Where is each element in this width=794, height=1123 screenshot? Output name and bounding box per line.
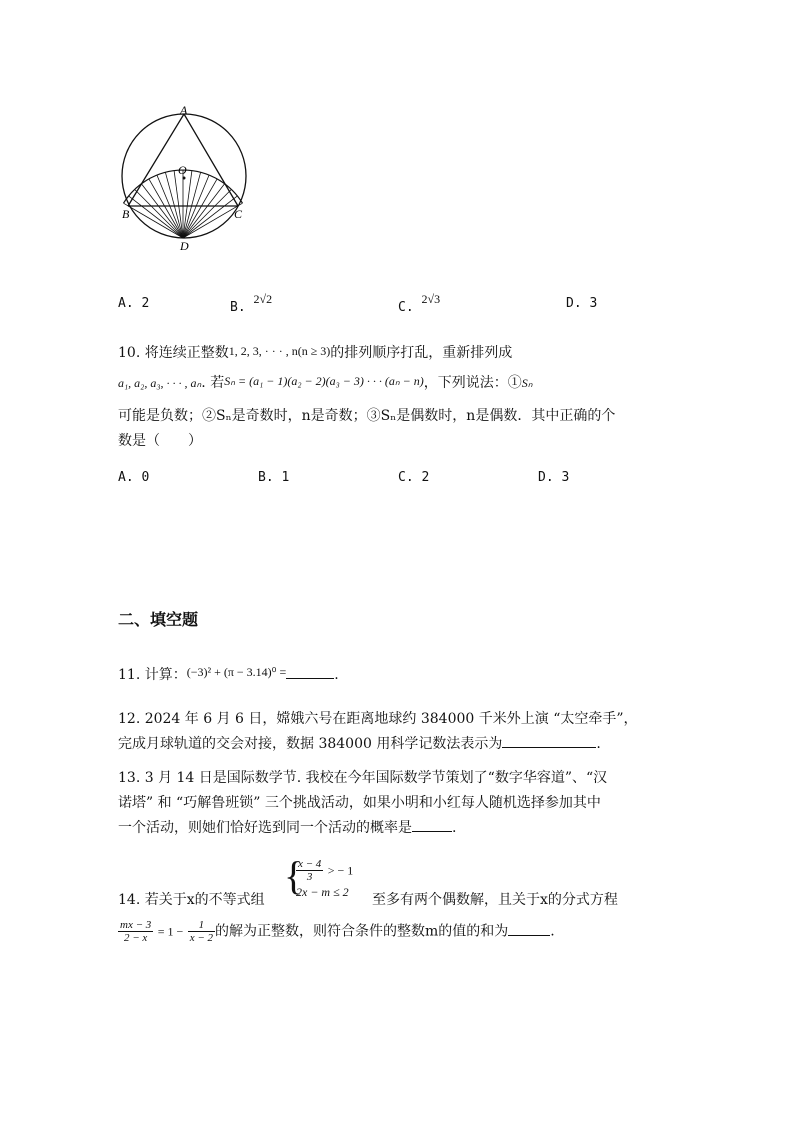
- q14-brace: {: [284, 853, 304, 898]
- q14-system: [296, 858, 353, 900]
- q14-eq-fraction-2: [188, 919, 215, 944]
- q14-mid: 至多有两个偶数解，且关于x的分式方程: [372, 892, 618, 908]
- q10-sn: Sₙ: [521, 376, 533, 390]
- q14-system-den: 3: [306, 871, 313, 883]
- q10-line1-tail: 的排列顺序打乱，重新排列成: [330, 345, 513, 361]
- q10-sequence: 1, 2, 3, · · · , n(n ≥ 3): [228, 344, 331, 358]
- q14-eq-den2: x − 2: [189, 932, 214, 944]
- q14-system-fraction: [296, 858, 323, 883]
- q11: [118, 664, 339, 684]
- q12-line-2: [118, 733, 601, 753]
- q10-seq-a: a₁, a₂, a₃, · · · , aₙ: [118, 376, 202, 390]
- side-ac: [184, 114, 238, 206]
- q11-formula: (−3)² + (π − 3.14)⁰ =: [186, 665, 287, 679]
- label-c: C: [234, 207, 243, 221]
- fan-line: [165, 172, 183, 238]
- q10-if: . 若: [201, 375, 225, 391]
- q14-eq-num2: 1: [188, 919, 215, 932]
- q12-suffix: .: [596, 736, 601, 752]
- q10-line-2: [118, 372, 533, 392]
- q9-option-a: A. 2: [118, 296, 150, 311]
- geometry-figure: [110, 100, 260, 260]
- q13-answer-blank[interactable]: [412, 817, 452, 832]
- q14-answer-blank[interactable]: [508, 921, 550, 936]
- q11-prefix: 11. 计算：: [118, 667, 187, 683]
- q9-option-d: D. 3: [566, 296, 598, 311]
- q9-option-c-value: 2√3: [421, 292, 441, 306]
- q9-option-b-value: 2√2: [253, 292, 273, 306]
- q13-suffix: .: [452, 820, 457, 836]
- side-ab: [128, 114, 184, 206]
- q11-suffix: .: [334, 667, 339, 683]
- q10-statements-intro: ，下列说法：①: [423, 375, 522, 391]
- q9-option-c: [398, 292, 441, 315]
- q14-system-row-1: [296, 858, 353, 883]
- q13-line3-text: 一个活动，则她们恰好选到同一个活动的概率是: [118, 820, 412, 836]
- q9-option-c-label: C.: [398, 300, 414, 315]
- q12-line-1: 12. 2024 年 6 月 6 日，嫦娥六号在距离地球约 384000 千米外上演 “太空牵手”，: [118, 711, 638, 727]
- q14-eq-fraction-1: [118, 919, 153, 944]
- label-d: D: [180, 239, 189, 253]
- q13-line-1: 13. 3 月 14 日是国际数学节. 我校在今年国际数学节策划了“数字华容道”、“汉: [118, 770, 608, 786]
- q10-sn-formula: Sₙ = (a₁ − 1)(a₂ − 2)(a₃ − 3) · · · (aₙ − n): [224, 374, 424, 388]
- q10-option-b: B. 1: [258, 470, 290, 485]
- q14-eq-mid: = 1 −: [157, 924, 184, 939]
- label-o: O: [178, 163, 187, 177]
- q10-option-a: A. 0: [118, 470, 150, 485]
- q10-line-3: 可能是负数；②Sₙ是奇数时，n是奇数；③Sₙ是偶数时，n是偶数．其中正确的个: [118, 408, 616, 424]
- q14-line2-text: 的解为正整数，则符合条件的整数m的值的和为: [215, 923, 509, 940]
- label-a: A: [180, 103, 188, 117]
- q14-suffix: .: [550, 923, 555, 940]
- q14-system-rel1: > − 1: [327, 863, 354, 878]
- q12-line2-text: 完成月球轨道的交会对接，数据 384000 用科学记数法表示为: [118, 736, 503, 752]
- label-b: B: [122, 207, 130, 221]
- fan-lines: [124, 170, 243, 238]
- fan-line: [183, 172, 201, 238]
- q14-eq-den1: 2 − x: [123, 932, 148, 944]
- q9-option-b-label: B.: [230, 300, 246, 315]
- q10-option-c: C. 2: [398, 470, 430, 485]
- section-title: 二、填空题: [118, 610, 199, 629]
- q14-line-2: [118, 919, 555, 944]
- q10-line-1: [118, 342, 512, 362]
- q13-line-3: [118, 817, 456, 837]
- q10-number: 10. 将连续正整数: [118, 345, 229, 361]
- q9-option-b: [230, 292, 273, 315]
- q13-line-2: 诺塔” 和 “巧解鲁班锁” 三个挑战活动，如果小明和小红每人随机选择参加其中: [118, 795, 601, 811]
- q14-prefix: 14. 若关于x的不等式组: [118, 892, 265, 908]
- q14-system-num: x − 4: [298, 858, 322, 870]
- q11-answer-blank[interactable]: [286, 664, 334, 679]
- q10-option-d: D. 3: [538, 470, 570, 485]
- q10-line-4: 数是（ ）: [118, 433, 202, 449]
- q12-answer-blank[interactable]: [502, 733, 596, 748]
- q14-eq-num1: mx − 3: [120, 919, 152, 931]
- q14-system-row-2: 2x − m ≤ 2: [296, 885, 349, 899]
